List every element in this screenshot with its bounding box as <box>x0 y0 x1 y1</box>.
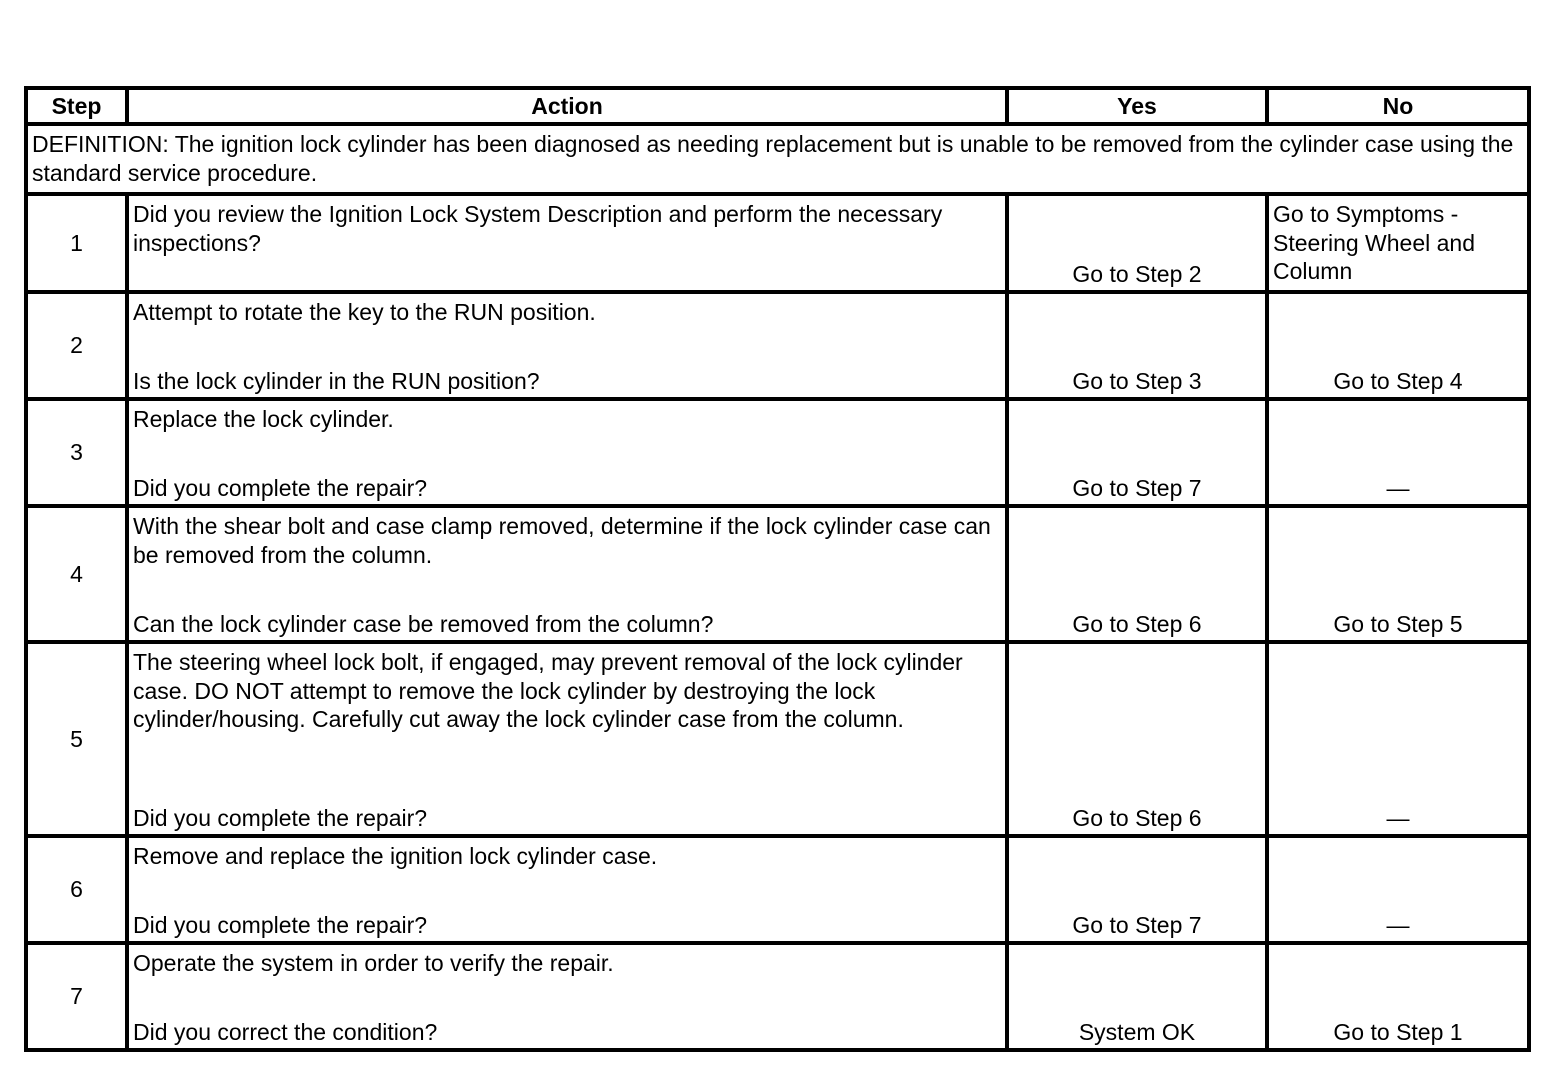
header-action: Action <box>127 88 1007 124</box>
header-no: No <box>1267 88 1529 124</box>
step-number: 6 <box>26 836 127 943</box>
step-number: 7 <box>26 943 127 1050</box>
action-cell <box>127 506 1007 642</box>
yes-cell: Go to Step 7 <box>1007 836 1267 943</box>
no-cell: Go to Step 5 <box>1267 506 1529 642</box>
action-cell <box>127 399 1007 506</box>
yes-cell: Go to Step 7 <box>1007 399 1267 506</box>
action-question: Is the lock cylinder in the RUN position? <box>133 367 540 394</box>
table-row <box>26 292 1529 399</box>
table-row <box>26 399 1529 506</box>
diagnostic-table <box>24 86 1531 1052</box>
action-question: Did you complete the repair? <box>133 911 428 938</box>
table-row <box>26 642 1529 836</box>
definition-text: DEFINITION: The ignition lock cylinder has been diagnosed as needing replacement but is unable to be removed from the cylinder case using the standard service procedure. <box>26 124 1529 194</box>
table-row <box>26 506 1529 642</box>
yes-cell: System OK <box>1007 943 1267 1050</box>
header-yes: Yes <box>1007 88 1267 124</box>
action-text: Remove and replace the ignition lock cylinder case. <box>133 843 658 869</box>
step-number: 4 <box>26 506 127 642</box>
action-cell <box>127 836 1007 943</box>
action-cell <box>127 642 1007 836</box>
action-cell <box>127 292 1007 399</box>
no-cell: — <box>1267 836 1529 943</box>
action-question: Can the lock cylinder case be removed from the column? <box>133 610 714 637</box>
step-number: 1 <box>26 194 127 292</box>
yes-cell: Go to Step 3 <box>1007 292 1267 399</box>
table-row <box>26 836 1529 943</box>
action-text: Operate the system in order to verify the repair. <box>133 950 614 976</box>
action-question: Did you correct the condition? <box>133 1018 438 1045</box>
yes-cell: Go to Step 6 <box>1007 642 1267 836</box>
yes-cell: Go to Step 2 <box>1007 194 1267 292</box>
step-number: 3 <box>26 399 127 506</box>
table-row <box>26 943 1529 1050</box>
no-cell: — <box>1267 399 1529 506</box>
header-row <box>26 88 1529 124</box>
definition-row <box>26 124 1529 194</box>
action-text: Replace the lock cylinder. <box>133 406 394 432</box>
step-number: 5 <box>26 642 127 836</box>
no-cell: Go to Symptoms - Steering Wheel and Column <box>1267 194 1529 292</box>
action-cell <box>127 194 1007 292</box>
action-text: The steering wheel lock bolt, if engaged, may prevent removal of the lock cylinder case. DO NOT attempt to remove the lock cylinder by destroying the lock cylinder/housing. Carefully cut away the lock cylinder case from the column. <box>133 649 963 732</box>
no-cell: Go to Step 1 <box>1267 943 1529 1050</box>
diagnostic-table-container <box>24 86 1531 1052</box>
no-cell: — <box>1267 642 1529 836</box>
no-cell: Go to Step 4 <box>1267 292 1529 399</box>
action-text: Did you review the Ignition Lock System Description and perform the necessary inspections? <box>133 201 943 256</box>
action-cell <box>127 943 1007 1050</box>
table-row <box>26 194 1529 292</box>
action-text: With the shear bolt and case clamp removed, determine if the lock cylinder case can be removed from the column. <box>133 513 991 568</box>
step-number: 2 <box>26 292 127 399</box>
action-question: Did you complete the repair? <box>133 474 428 501</box>
action-question: Did you complete the repair? <box>133 804 428 831</box>
action-text: Attempt to rotate the key to the RUN position. <box>133 299 596 325</box>
yes-cell: Go to Step 6 <box>1007 506 1267 642</box>
header-step: Step <box>26 88 127 124</box>
